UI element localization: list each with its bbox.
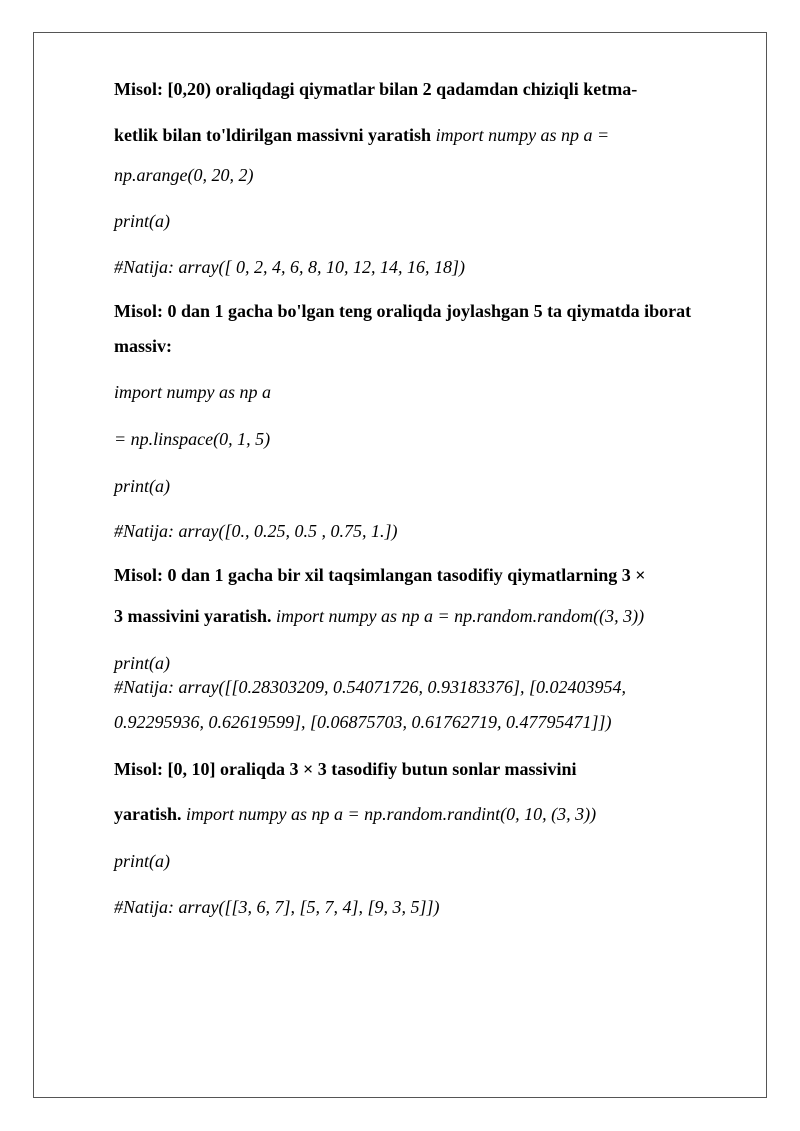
ex3-print-line: print(a) [114,653,170,673]
ex2-print-line: print(a) [114,476,170,496]
ex2-heading-line2: massiv: [114,336,172,356]
ex1-heading-line2-text: ketlik bilan to'ldirilgan massivni yaratish [114,125,432,145]
ex1-result-line: #Natija: array([ 0, 2, 4, 6, 8, 10, 12, 14, 16, 18]) [114,257,465,277]
ex1-print-line: print(a) [114,211,170,231]
ex2-code-line1: import numpy as np a [114,382,271,402]
ex3-heading-line2 [114,605,644,627]
ex4-heading-line1: Misol: [0, 10] oraliqda 3 × 3 tasodifiy butun sonlar massivini [114,759,577,779]
ex2-result-line: #Natija: array([0., 0.25, 0.5 , 0.75, 1.]) [114,521,398,541]
ex1-code-line1: import numpy as np a = [435,125,610,145]
ex2-heading-line1: Misol: 0 dan 1 gacha bo'lgan teng oraliqda joylashgan 5 ta qiymatda iborat [114,301,692,321]
ex4-code-line1: import numpy as np a = np.random.randint(0, 10, (3, 3)) [186,804,597,824]
ex1-heading-line1: Misol: [0,20) oraliqdagi qiymatlar bilan 2 qadamdan chiziqli ketma- [114,79,638,99]
ex4-heading-line2-text: yaratish. [114,804,182,824]
ex3-heading-line2-text: 3 massivini yaratish. [114,606,272,626]
ex3-code-line1: import numpy as np a = np.random.random((3, 3)) [276,606,645,626]
ex4-print-line: print(a) [114,851,170,871]
ex3-heading-line1: Misol: 0 dan 1 gacha bir xil taqsimlangan tasodifiy qiymatlarning 3 × [114,565,646,585]
ex4-heading-line2 [114,803,596,825]
ex2-code-line2: = np.linspace(0, 1, 5) [114,429,271,449]
ex3-result-line2: 0.92295936, 0.62619599], [0.06875703, 0.61762719, 0.47795471]]) [114,712,612,732]
ex3-result-line1: #Natija: array([[0.28303209, 0.54071726, 0.93183376], [0.02403954, [114,677,627,697]
ex1-heading-line2 [114,124,609,146]
ex4-result-line: #Natija: array([[3, 6, 7], [5, 7, 4], [9, 3, 5]]) [114,897,440,917]
ex1-code-line2: np.arange(0, 20, 2) [114,165,254,185]
